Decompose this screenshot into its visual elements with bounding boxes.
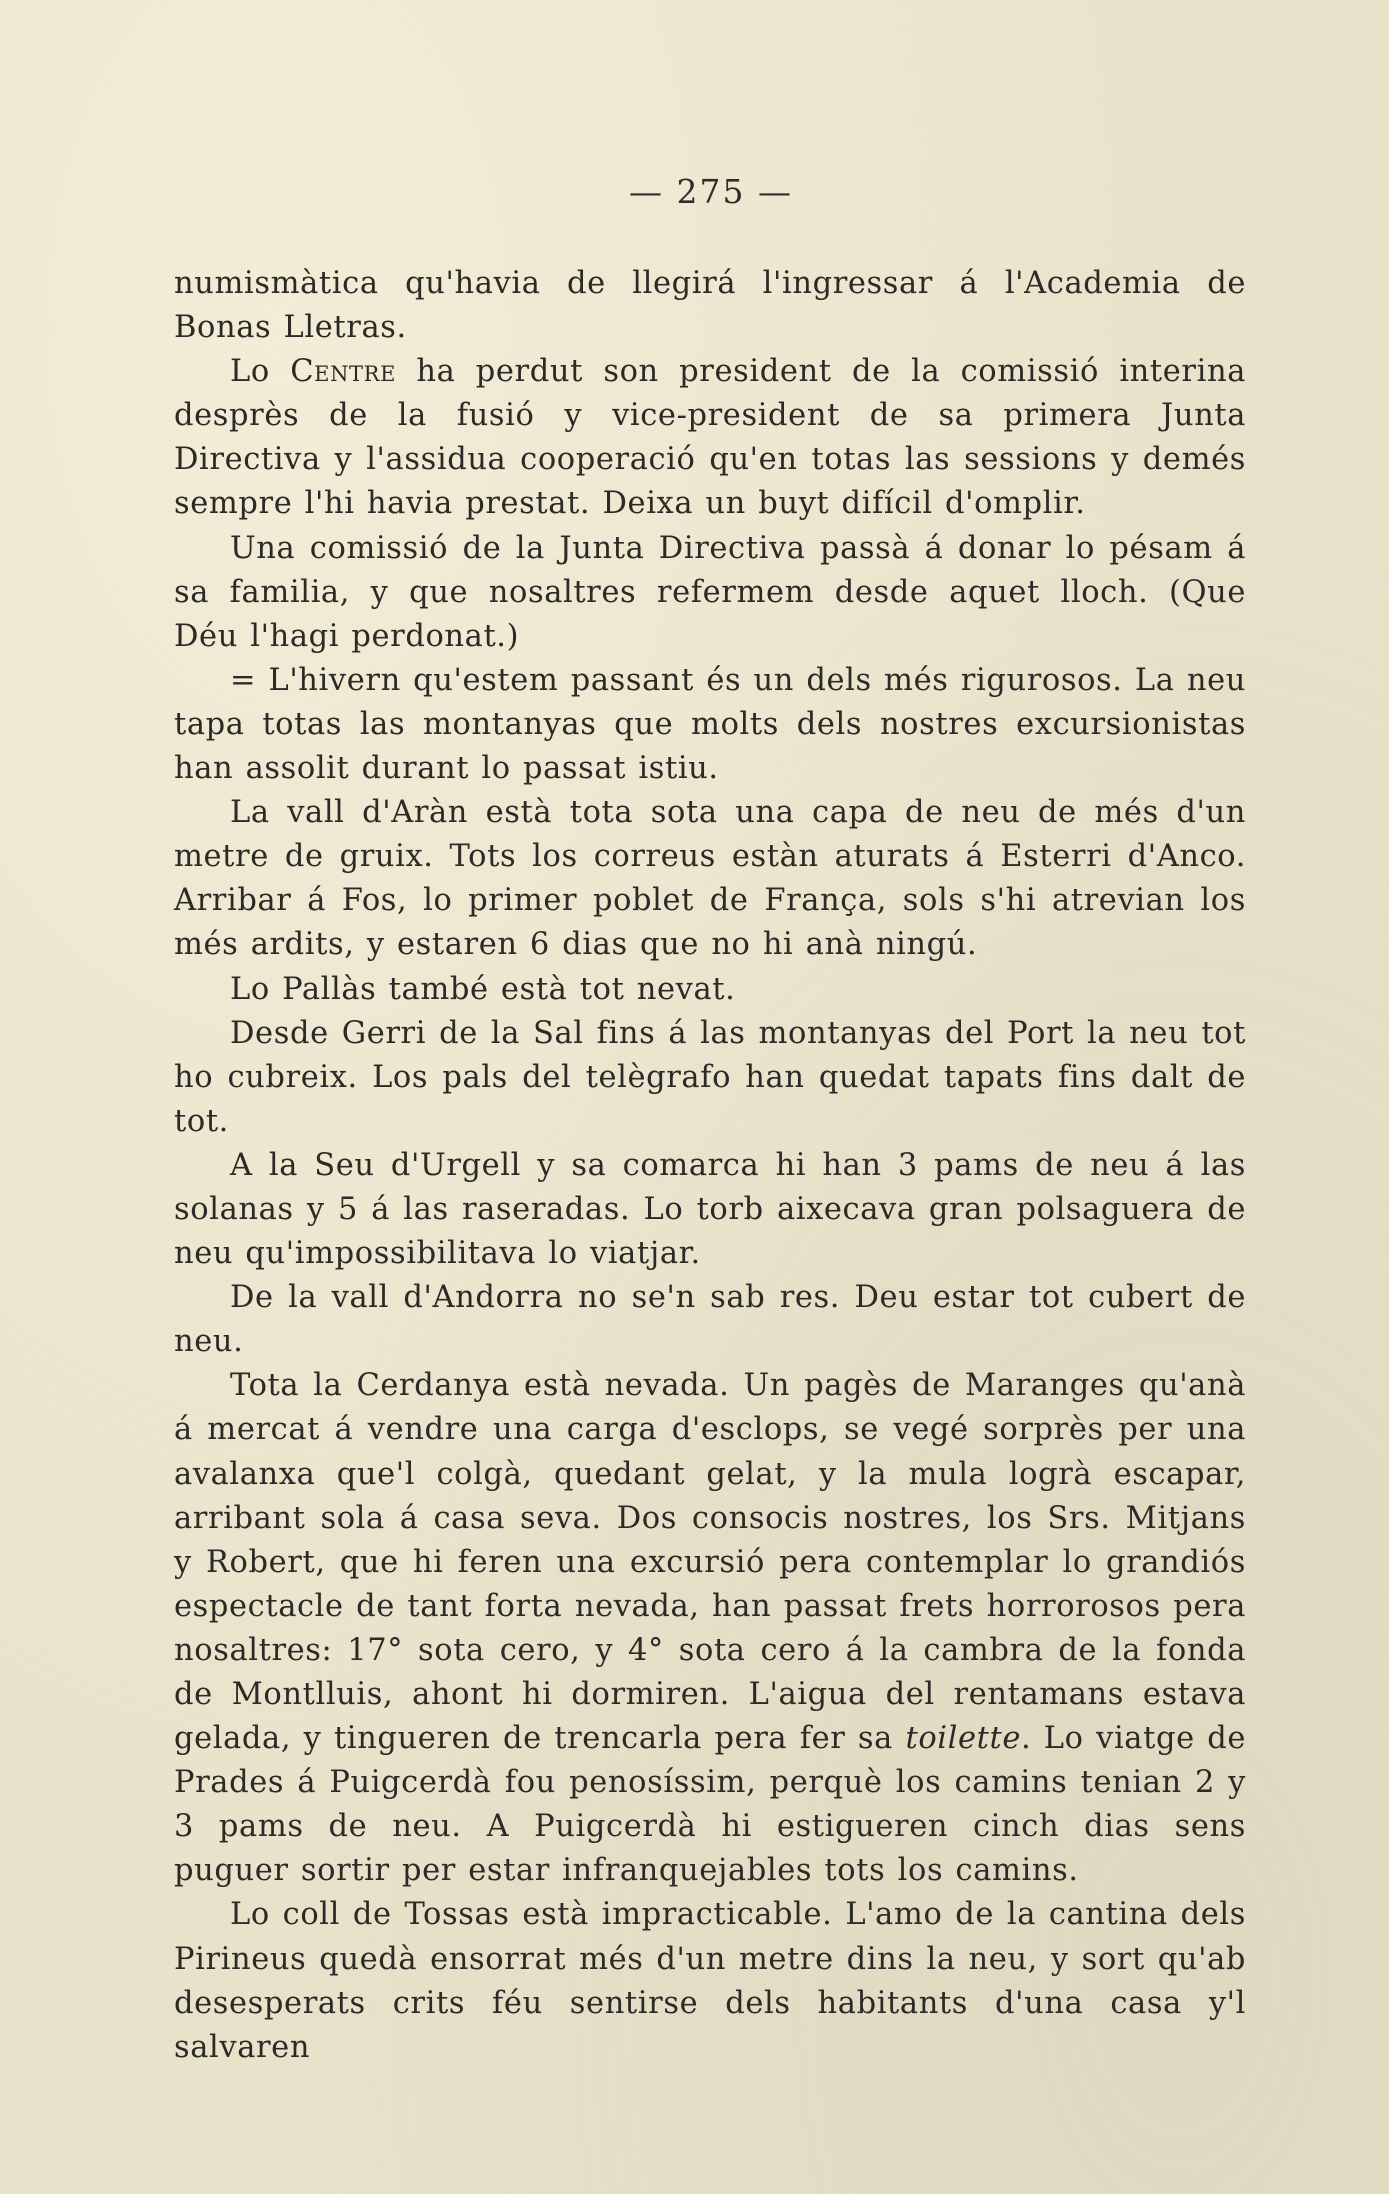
page-number: — 275 —: [629, 172, 793, 211]
paragraph-cerdanya-before: Tota la Cerdanya està nevada. Un pagès de Maranges qu'anà á mercat á vendre una carga d'esclops, se vegé sorprès per una avalanxa que'l colgà, quedant gelat, y la mula logrà escapar, arribant sola á casa seva. Dos consocis nostres, los Srs. Mitjans y Robert, que hi feren una excursió pera contemplar lo grandiós espectacle de tant forta nevada, han passat frets horrorosos pera nosaltres: 17° sota cero, y 4° sota cero á la cambra de la fonda de Montlluis, ahont hi dormiren. L'aigua del rentamans estava gelada, y tingueren de trencarla pera fer sa: [174, 1368, 1246, 1757]
paragraph-pallas: Lo Pallàs també està tot nevat.: [230, 971, 736, 1007]
centre-smallcaps: Centre: [290, 354, 396, 390]
paragraph-hivern: = L'hivern qu'estem passant és un dels més rigurosos. La neu tapa totas las montanyas que molts dels nostres excursionistas han assolit durant lo passat istiu.: [174, 662, 1246, 787]
paragraph-aran: La vall d'Aràn està tota sota una capa de neu de més d'un metre de gruix. Tots los correus estàn aturats á Esterri d'Anco. Arribar á Fos, lo primer poblet de França, sols s'hi atrevian los més ardits, y estaren 6 dias que no hi anà ningú.: [174, 795, 1246, 963]
paragraph-continuation: numismàtica qu'havia de llegirá l'ingressar á l'Academia de Bonas Lletras.: [174, 266, 1246, 346]
paragraph-andorra: De la vall d'Andorra no se'n sab res. Deu estar tot cubert de neu.: [174, 1280, 1246, 1360]
paragraph-gerri: Desde Gerri de la Sal fins á las montanyas del Port la neu tot ho cubreix. Los pals del telègrafo han quedat tapats fins dalt de tot.: [174, 1015, 1246, 1139]
paragraph-cerdanya-after: . Lo viatge de Prades á Puigcerdà fou penosíssim, perquè los camins tenian 2 y 3 pams de neu. A Puigcerdà hi estigueren cinch dias sens puguer sortir per estar infranquejables tots los camins.: [174, 1721, 1246, 1889]
paragraph-tossas: Lo coll de Tossas està impracticable. L'amo de la cantina dels Pirineus quedà ensorrat més d'un metre dins la neu, y sort qu'ab desesperats crits féu sentirse dels habitants d'una casa y'l salvaren: [174, 1897, 1246, 2065]
toilette-italic: toilette: [905, 1721, 1022, 1757]
paragraph-centre: [174, 350, 1246, 526]
paragraph-centre-lead: Lo: [230, 354, 291, 390]
body-text: [174, 262, 1246, 2070]
paragraph-centre-text: ha perdut son president de la comissió interina desprès de la fusió y vice-president de sa primera Junta Directiva y l'assidua cooperació qu'en totas las sessions y demés sempre l'hi havia prestat. Deixa un buyt difícil d'omplir.: [174, 354, 1246, 522]
paragraph-comissio: Una comissió de la Junta Directiva passà á donar lo pésam á sa familia, y que nosaltres refermem desde aquet lloch. (Que Déu l'hagi perdonat.): [174, 530, 1246, 654]
paragraph-cerdanya: [174, 1364, 1246, 1893]
paragraph-seu: A la Seu d'Urgell y sa comarca hi han 3 pams de neu á las solanas y 5 á las raseradas. Lo torb aixecava gran polsaguera de neu qu'impossibilitava lo viatjar.: [174, 1147, 1246, 1272]
